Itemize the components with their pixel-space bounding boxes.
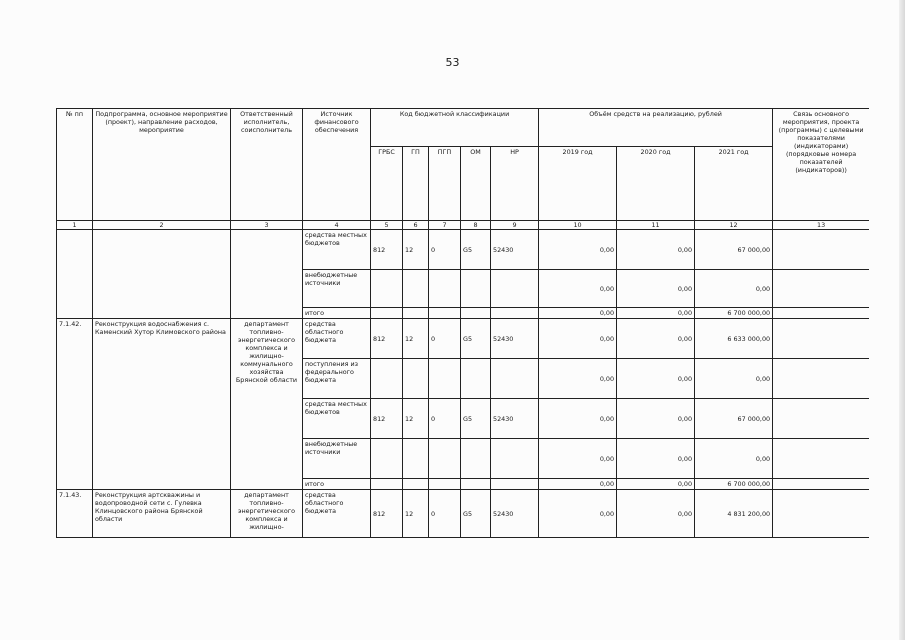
code-grbs-cell <box>371 308 403 319</box>
executor-cell <box>231 230 303 319</box>
index-cell: 12 <box>695 221 773 230</box>
code-gp-cell <box>403 479 429 490</box>
indicator-cell <box>773 479 869 490</box>
code-grbs-cell: 812 <box>371 490 403 538</box>
amount-y2020-cell: 0,00 <box>617 308 695 319</box>
row-number-cell: 7.1.42. <box>57 319 93 490</box>
code-om-cell <box>461 308 491 319</box>
scan-edge-shadow <box>899 0 905 640</box>
index-cell: 8 <box>461 221 491 230</box>
amount-y2021-cell: 0,00 <box>695 439 773 479</box>
code-gp-cell: 12 <box>403 399 429 439</box>
code-grbs-cell: 812 <box>371 319 403 359</box>
name-cell <box>93 230 231 319</box>
code-grbs-cell <box>371 270 403 308</box>
indicator-cell <box>773 399 869 439</box>
header-nr: НР <box>491 147 539 221</box>
row-number-cell: 7.1.43. <box>57 490 93 538</box>
index-cell: 13 <box>773 221 869 230</box>
code-om-cell <box>461 439 491 479</box>
amount-y2021-cell: 6 633 000,00 <box>695 319 773 359</box>
source-cell: итого <box>303 308 371 319</box>
header-executor: Ответственный исполнитель, соисполнитель <box>231 109 303 221</box>
code-om-cell: G5 <box>461 490 491 538</box>
header-2021: 2021 год <box>695 147 773 221</box>
source-cell: поступления из федерального бюджета <box>303 359 371 399</box>
code-nr-cell: 52430 <box>491 399 539 439</box>
code-nr-cell: 52430 <box>491 490 539 538</box>
indicator-cell <box>773 319 869 359</box>
num-cell <box>57 230 93 319</box>
budget-table <box>56 108 869 538</box>
amount-y2020-cell: 0,00 <box>617 490 695 538</box>
code-nr-cell <box>491 270 539 308</box>
index-cell: 10 <box>539 221 617 230</box>
source-cell: внебюджетные источники <box>303 439 371 479</box>
header-om: ОМ <box>461 147 491 221</box>
amount-y2020-cell: 0,00 <box>617 479 695 490</box>
amount-y2020-cell: 0,00 <box>617 439 695 479</box>
amount-y2019-cell: 0,00 <box>539 359 617 399</box>
code-om-cell: G5 <box>461 230 491 270</box>
code-grbs-cell: 812 <box>371 399 403 439</box>
code-om-cell: G5 <box>461 319 491 359</box>
code-gp-cell <box>403 270 429 308</box>
amount-y2019-cell: 0,00 <box>539 399 617 439</box>
amount-y2021-cell: 6 700 000,00 <box>695 479 773 490</box>
code-nr-cell <box>491 359 539 399</box>
indicator-cell <box>773 439 869 479</box>
code-nr-cell <box>491 479 539 490</box>
code-pgp-cell <box>429 439 461 479</box>
source-cell: средства областного бюджета <box>303 319 371 359</box>
measure-name-cell: Реконструкция артскважины и водопроводной сети с. Гулевка Клинцовского района Брянской области <box>93 490 231 538</box>
table-row <box>57 230 870 270</box>
header-num: № пп <box>57 109 93 221</box>
index-cell: 4 <box>303 221 371 230</box>
source-cell: средства областного бюджета <box>303 490 371 538</box>
amount-y2021-cell: 67 000,00 <box>695 230 773 270</box>
amount-y2019-cell: 0,00 <box>539 230 617 270</box>
indicator-cell <box>773 270 869 308</box>
indicator-cell <box>773 359 869 399</box>
executor-cell: департамент топливно-энергетического комплекса и жилищно-коммунального хозяйства Брянской области <box>231 319 303 490</box>
header-code-group: Код бюджетной классификации <box>371 109 539 147</box>
header-source: Источник финансового обеспечения <box>303 109 371 221</box>
index-cell: 7 <box>429 221 461 230</box>
table-body <box>57 230 870 538</box>
code-gp-cell: 12 <box>403 319 429 359</box>
indicator-cell <box>773 308 869 319</box>
table-clip <box>56 108 869 570</box>
header-subprogram: Подпрограмма, основное мероприятие (проект), направление расходов, мероприятие <box>93 109 231 221</box>
amount-y2019-cell: 0,00 <box>539 319 617 359</box>
code-grbs-cell <box>371 479 403 490</box>
index-cell: 9 <box>491 221 539 230</box>
header-gp: ГП <box>403 147 429 221</box>
amount-y2020-cell: 0,00 <box>617 359 695 399</box>
code-pgp-cell: 0 <box>429 490 461 538</box>
index-cell: 2 <box>93 221 231 230</box>
code-nr-cell <box>491 439 539 479</box>
measure-name-cell: Реконструкция водоснабжения с. Каменский Хутор Климовского района <box>93 319 231 490</box>
index-cell: 5 <box>371 221 403 230</box>
header-grbs: ГРБС <box>371 147 403 221</box>
code-nr-cell: 52430 <box>491 319 539 359</box>
executor-cell: департамент топливно-энергетического комплекса и жилищно- <box>231 490 303 538</box>
amount-y2019-cell: 0,00 <box>539 439 617 479</box>
code-gp-cell <box>403 359 429 399</box>
amount-y2019-cell: 0,00 <box>539 308 617 319</box>
code-pgp-cell <box>429 359 461 399</box>
source-cell: итого <box>303 479 371 490</box>
column-index-row <box>57 221 870 230</box>
code-pgp-cell: 0 <box>429 399 461 439</box>
table-row <box>57 319 870 359</box>
index-cell: 6 <box>403 221 429 230</box>
header-amount-group: Объём средств на реализацию, рублей <box>539 109 773 147</box>
code-om-cell <box>461 270 491 308</box>
code-gp-cell <box>403 308 429 319</box>
header-indicators: Связь основного мероприятия, проекта (программы) с целевыми показателями (индикаторами) (порядковые номера показателей (индикаторов)) <box>773 109 869 221</box>
index-cell: 1 <box>57 221 93 230</box>
code-om-cell <box>461 479 491 490</box>
code-gp-cell: 12 <box>403 490 429 538</box>
code-gp-cell: 12 <box>403 230 429 270</box>
indicator-cell <box>773 490 869 538</box>
code-pgp-cell <box>429 270 461 308</box>
code-grbs-cell: 812 <box>371 230 403 270</box>
amount-y2020-cell: 0,00 <box>617 319 695 359</box>
code-om-cell: G5 <box>461 399 491 439</box>
header-2019: 2019 год <box>539 147 617 221</box>
code-om-cell <box>461 359 491 399</box>
code-grbs-cell <box>371 439 403 479</box>
amount-y2020-cell: 0,00 <box>617 399 695 439</box>
code-gp-cell <box>403 439 429 479</box>
code-pgp-cell: 0 <box>429 319 461 359</box>
index-cell: 11 <box>617 221 695 230</box>
amount-y2019-cell: 0,00 <box>539 490 617 538</box>
index-cell: 3 <box>231 221 303 230</box>
header-pgp: ПГП <box>429 147 461 221</box>
amount-y2021-cell: 6 700 000,00 <box>695 308 773 319</box>
amount-y2021-cell: 67 000,00 <box>695 399 773 439</box>
code-pgp-cell: 0 <box>429 230 461 270</box>
source-cell: средства местных бюджетов <box>303 230 371 270</box>
amount-y2021-cell: 0,00 <box>695 359 773 399</box>
amount-y2019-cell: 0,00 <box>539 270 617 308</box>
code-nr-cell <box>491 308 539 319</box>
code-grbs-cell <box>371 359 403 399</box>
code-nr-cell: 52430 <box>491 230 539 270</box>
header-2020: 2020 год <box>617 147 695 221</box>
source-cell: средства местных бюджетов <box>303 399 371 439</box>
amount-y2021-cell: 4 831 200,00 <box>695 490 773 538</box>
code-pgp-cell <box>429 479 461 490</box>
code-pgp-cell <box>429 308 461 319</box>
source-cell: внебюджетные источники <box>303 270 371 308</box>
table-row <box>57 490 870 538</box>
amount-y2019-cell: 0,00 <box>539 479 617 490</box>
amount-y2021-cell: 0,00 <box>695 270 773 308</box>
page-number: 53 <box>445 56 460 69</box>
amount-y2020-cell: 0,00 <box>617 230 695 270</box>
indicator-cell <box>773 230 869 270</box>
amount-y2020-cell: 0,00 <box>617 270 695 308</box>
